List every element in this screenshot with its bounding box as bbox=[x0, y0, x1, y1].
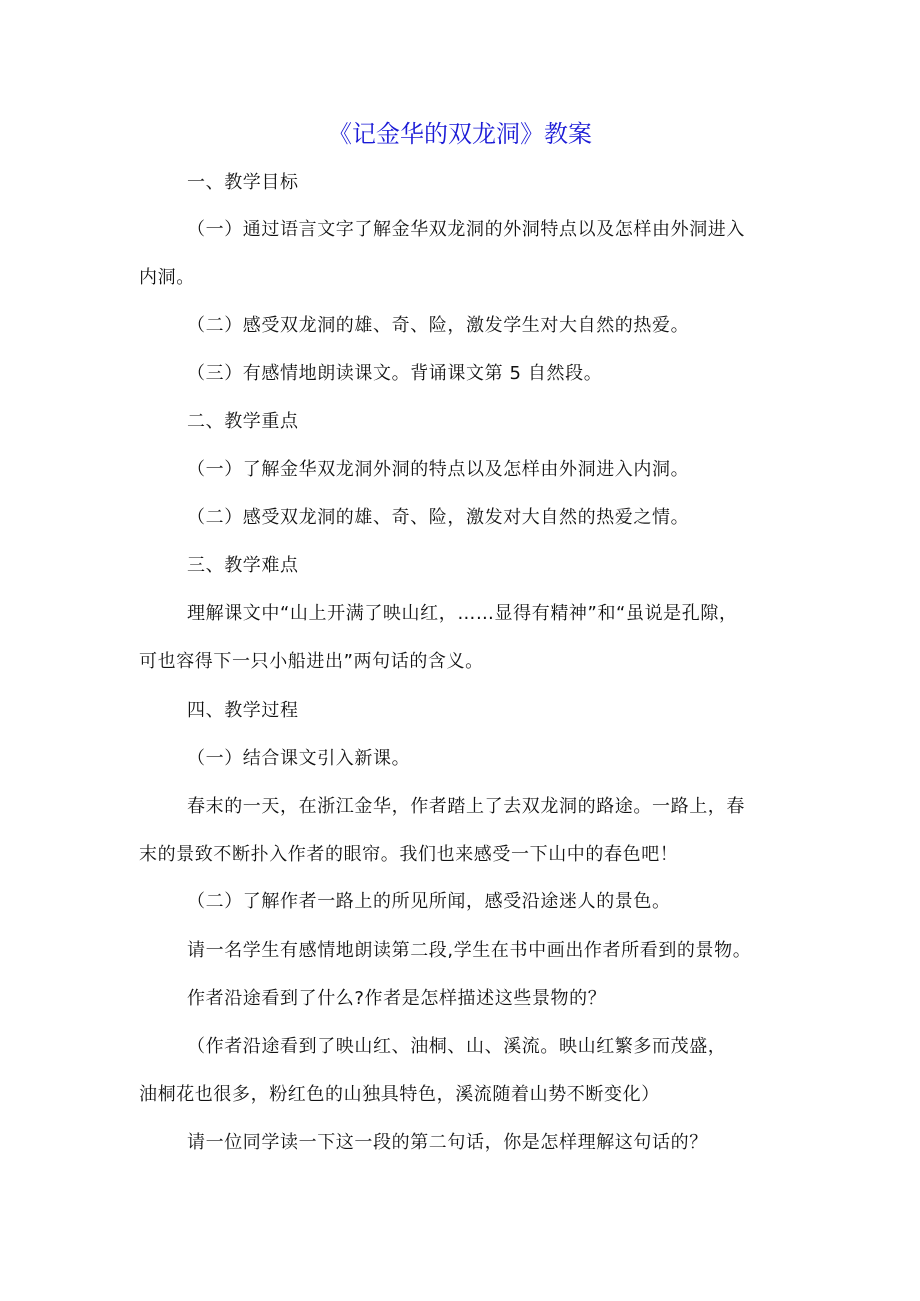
section-heading-difficulties: 三、教学难点 bbox=[187, 555, 299, 576]
paragraph-line: （一）通过语言文字了解金华双龙洞的外洞特点以及怎样由外洞进入 bbox=[187, 219, 745, 240]
section-heading-process: 四、教学过程 bbox=[187, 700, 299, 721]
paragraph-line: （二）了解作者一路上的所见所闻，感受沿途迷人的景色。 bbox=[187, 891, 671, 912]
paragraph-line: 请一名学生有感情地朗读第二段,学生在书中画出作者所看到的景物。 bbox=[187, 940, 752, 961]
paragraph-line: 作者沿途看到了什么?作者是怎样描述这些景物的？ bbox=[187, 988, 607, 1009]
paragraph-line: 理解课文中“山上开满了映山红，……显得有精神”和“虽说是孔隙， bbox=[187, 603, 738, 624]
paragraph-line: 内洞。 bbox=[139, 267, 195, 288]
document-title: 《记金华的双龙洞》教案 bbox=[328, 120, 592, 148]
paragraph-line: （一）结合课文引入新课。 bbox=[187, 748, 411, 769]
paragraph-line: （二）感受双龙洞的雄、奇、险，激发对大自然的热爱之情。 bbox=[187, 507, 690, 528]
paragraph-line: （三）有感情地朗读课文。背诵课文第 5 自然段。 bbox=[187, 363, 603, 384]
paragraph-line: 请一位同学读一下这一段的第二句话，你是怎样理解这句话的？ bbox=[187, 1132, 708, 1153]
paragraph-line: 可也容得下一只小船进出”两句话的含义。 bbox=[139, 651, 484, 672]
paragraph-line: 末的景致不断扑入作者的眼帘。我们也来感受一下山中的春色吧！ bbox=[139, 844, 679, 865]
paragraph-line: （作者沿途看到了映山红、油桐、山、溪流。映山红繁多而茂盛， bbox=[187, 1036, 727, 1057]
section-heading-objectives: 一、教学目标 bbox=[187, 172, 299, 193]
paragraph-line: 春末的一天，在浙江金华，作者踏上了去双龙洞的路途。一路上，春 bbox=[187, 796, 745, 817]
section-heading-key-points: 二、教学重点 bbox=[187, 411, 299, 432]
paragraph-line: （二）感受双龙洞的雄、奇、险，激发学生对大自然的热爱。 bbox=[187, 315, 690, 336]
paragraph-line: （一）了解金华双龙洞外洞的特点以及怎样由外洞进入内洞。 bbox=[187, 459, 690, 480]
paragraph-line: 油桐花也很多，粉红色的山独具特色，溪流随着山势不断变化） bbox=[139, 1084, 660, 1105]
